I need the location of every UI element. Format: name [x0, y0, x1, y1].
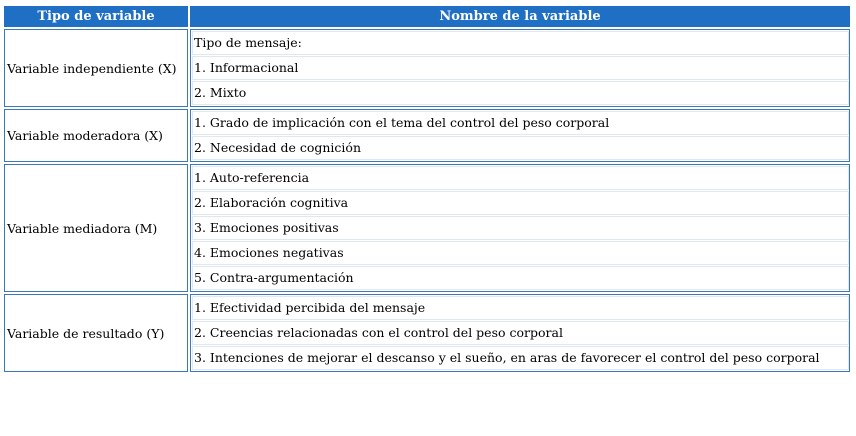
- variable-type-moderator: Variable moderadora (X): [4, 109, 188, 162]
- header-variable-name: Nombre de la variable: [190, 6, 850, 27]
- variable-type-outcome: Variable de resultado (Y): [4, 294, 188, 372]
- table-row-mediator: [4, 164, 850, 292]
- header-row: [4, 6, 850, 27]
- variable-names-mediator: [190, 164, 850, 292]
- variable-type-mediator: Variable mediadora (M): [4, 164, 188, 292]
- variable-name-item: 4. Emociones negativas: [192, 241, 849, 266]
- variable-name-item: 2. Elaboración cognitiva: [192, 191, 849, 216]
- variable-names-outcome: [190, 294, 850, 372]
- variable-name-item: 2. Mixto: [192, 81, 849, 105]
- variables-table: [2, 4, 852, 374]
- variables-table-container: [4, 6, 852, 372]
- variable-name-item: 2. Creencias relacionadas con el control del peso corporal: [192, 321, 849, 346]
- variable-names-independent: [190, 29, 850, 107]
- variable-name-item: Tipo de mensaje:: [192, 31, 849, 56]
- variable-name-item: 3. Intenciones de mejorar el descanso y el sueño, en aras de favorecer el control del peso corporal: [192, 346, 849, 370]
- variable-name-item: 1. Auto-referencia: [192, 166, 849, 191]
- variable-name-item: 1. Efectividad percibida del mensaje: [192, 296, 849, 321]
- table-row-independent: [4, 29, 850, 107]
- variable-name-item: 2. Necesidad de cognición: [192, 136, 849, 160]
- variable-name-item: 1. Informacional: [192, 56, 849, 81]
- table-row-outcome: [4, 294, 850, 372]
- table-row-moderator: [4, 109, 850, 162]
- variable-names-moderator: [190, 109, 850, 162]
- variable-name-item: 5. Contra-argumentación: [192, 266, 849, 290]
- variable-type-independent: Variable independiente (X): [4, 29, 188, 107]
- variable-name-item: 3. Emociones positivas: [192, 216, 849, 241]
- variable-name-item: 1. Grado de implicación con el tema del control del peso corporal: [192, 111, 849, 136]
- header-variable-type: Tipo de variable: [4, 6, 188, 27]
